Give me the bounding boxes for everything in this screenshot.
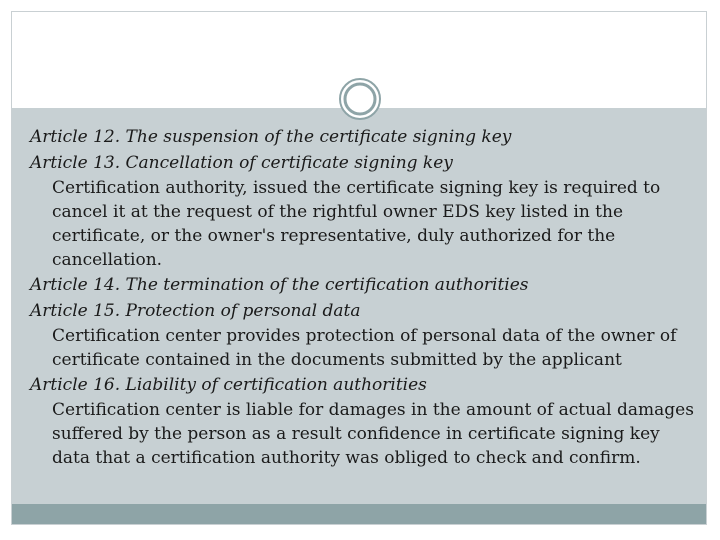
article-14-heading: Article 14. The termination of the certification authorities	[30, 275, 529, 295]
article-15-heading: Article 15. Protection of personal data	[30, 301, 361, 321]
ring-ornament-icon	[338, 77, 382, 121]
article-list	[30, 124, 696, 470]
article-16-text: Certification center is liable for damages in the amount of actual damages suffered by the person as a result confidence in certificate signing key data that a certification authority was obliged to check and confirm.	[52, 400, 694, 468]
article-13-heading: Article 13. Cancellation of certificate signing key	[30, 153, 453, 173]
article-13-text: Certification authority, issued the certificate signing key is required to cancel it at the request of the rightful owner EDS key listed in the certificate, or the owner's representative, duly authorized for the cancellation.	[52, 178, 661, 270]
bottom-band	[12, 504, 706, 524]
article-16-heading: Article 16. Liability of certification authorities	[30, 375, 427, 395]
article-15-text: Certification center provides protection of personal data of the owner of certificate contained in the documents submitted by the applicant	[52, 326, 677, 370]
article-12-heading: Article 12. The suspension of the certificate signing key	[30, 127, 512, 147]
